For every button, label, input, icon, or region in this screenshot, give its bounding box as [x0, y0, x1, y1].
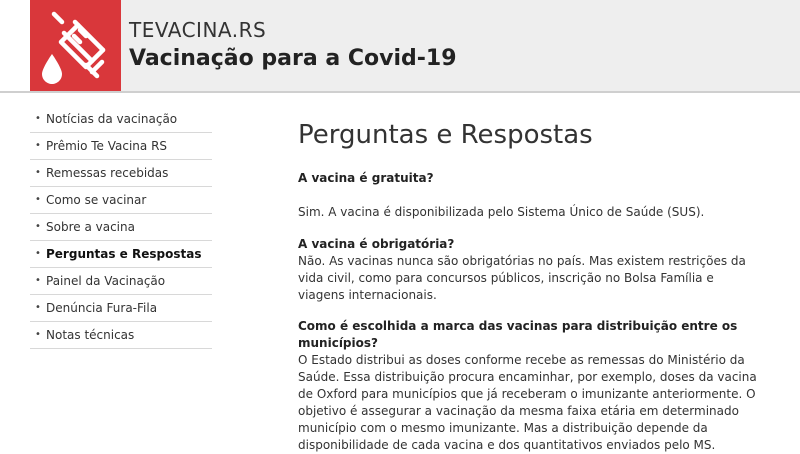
sidebar-item-noticias[interactable] — [30, 106, 212, 133]
sidebar-item-label: Prêmio Te Vacina RS — [46, 139, 168, 153]
bullet-icon: • — [35, 194, 41, 205]
sidebar-item-label: Notícias da vacinação — [46, 112, 178, 126]
bullet-icon: • — [35, 167, 41, 178]
header-divider — [0, 91, 800, 93]
bullet-icon: • — [35, 329, 41, 340]
sidebar-item-notas-tecnicas[interactable] — [30, 322, 212, 349]
main-content — [298, 118, 758, 454]
sidebar-item-como-se-vacinar[interactable] — [30, 187, 212, 214]
sidebar-item-label: Denúncia Fura-Fila — [46, 301, 158, 315]
sidebar-item-perguntas[interactable] — [30, 241, 212, 268]
sidebar-item-label: Como se vacinar — [46, 193, 147, 207]
sidebar-item-premio[interactable] — [30, 133, 212, 160]
sidebar-item-label: Remessas recebidas — [46, 166, 169, 180]
answer-text: Sim. A vacina é disponibilizada pelo Sistema Único de Saúde (SUS). — [298, 205, 705, 219]
question-text: Como é escolhida a marca das vacinas para distribuição entre os municípios? — [298, 319, 738, 350]
sidebar-item-label: Perguntas e Respostas — [46, 247, 202, 261]
bullet-icon: • — [35, 302, 41, 313]
sidebar-item-label: Painel da Vacinação — [46, 274, 166, 288]
sidebar-item-painel[interactable] — [30, 268, 212, 295]
sidebar-item-sobre-vacina[interactable] — [30, 214, 212, 241]
bullet-icon: • — [35, 140, 41, 151]
sidebar-item-label: Sobre a vacina — [46, 220, 135, 234]
site-logo[interactable] — [30, 0, 121, 91]
sidebar-item-denuncia[interactable] — [30, 295, 212, 322]
sidebar-nav — [30, 106, 212, 349]
syringe-icon — [30, 0, 121, 91]
bullet-icon: • — [35, 248, 41, 259]
qa-item — [298, 170, 758, 221]
sidebar-item-remessas[interactable] — [30, 160, 212, 187]
bullet-icon: • — [35, 275, 41, 286]
site-name[interactable]: TEVACINA.RS — [129, 18, 267, 42]
sidebar-item-label: Notas técnicas — [46, 328, 135, 342]
qa-item — [298, 318, 758, 454]
qa-item — [298, 236, 758, 304]
bullet-icon: • — [35, 113, 41, 124]
question-text: A vacina é obrigatória? — [298, 237, 455, 251]
answer-text: O Estado distribui as doses conforme recebe as remessas do Ministério da Saúde. Essa distribuição procura encaminhar, por exemplo, doses da vacina de Oxford para municípios que já receberam o imunizante anteriormente. O objetivo é assegurar a vacinação da mesma faixa etária em determinado município com o mesmo imunizante. Mas a distribuição depende da disponibilidade de cada vacina e dos quantitativos enviados pelo MS. — [298, 353, 757, 452]
bullet-icon: • — [35, 221, 41, 232]
question-text: A vacina é gratuita? — [298, 171, 434, 185]
answer-text: Não. As vacinas nunca são obrigatórias no país. Mas existem restrições da vida civil, como para concursos públicos, inscrição no Bolsa Família e viagens internacionais. — [298, 254, 746, 302]
site-tagline: Vacinação para a Covid-19 — [129, 46, 457, 71]
page-title: Perguntas e Respostas — [298, 120, 593, 150]
